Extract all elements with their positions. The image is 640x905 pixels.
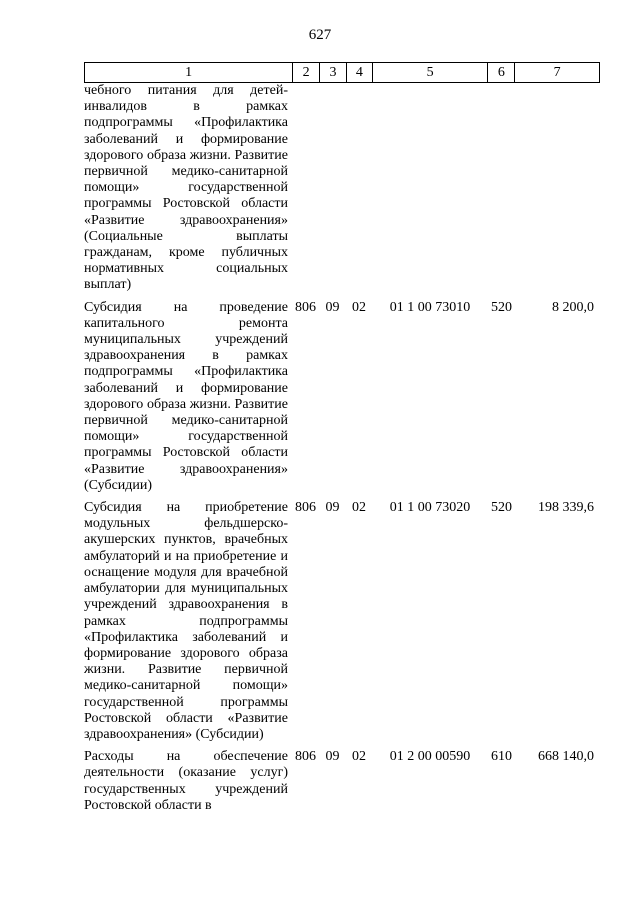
column-header-6: 6 (487, 63, 514, 82)
row-amount (515, 83, 600, 294)
row-section-code (319, 83, 346, 294)
row-section-code: 09 (325, 299, 340, 315)
row-subsection-code: 02 (352, 500, 366, 516)
row-expense-type: 520 (491, 500, 512, 516)
column-header-3: 3 (319, 63, 346, 82)
row-description: чебного питания для детей-инвалидов в рамках подпрограммы «Профилактика заболеваний и формирование здорового образа жизни. Развитие первичной медико-санитарной помощи» государственной программы Ростовской области «Развитие здравоохранения» (Социальные выплаты гражданам, кроме публичных нормативных социальных выплат) (84, 83, 288, 293)
row-target-article: 01 1 00 73020 (389, 500, 471, 516)
row-section-code: 09 (325, 500, 340, 516)
row-amount: 668 140,0 (538, 749, 594, 765)
page-number: 627 (308, 27, 332, 43)
row-section-code: 09 (325, 749, 340, 765)
table-row (84, 749, 600, 814)
row-target-article: 01 1 00 73010 (389, 299, 471, 315)
column-header-5: 5 (372, 63, 488, 82)
row-ministry-code: 806 (295, 500, 316, 516)
row-target-article (372, 83, 488, 294)
row-subsection-code (346, 83, 372, 294)
row-ministry-code: 806 (295, 749, 316, 765)
row-subsection-code: 02 (352, 299, 366, 315)
table-row (84, 300, 600, 494)
row-description: Субсидия на приобретение модульных фельдшерско-акушерских пунктов, врачебных амбулаторий и на приобретение и оснащение модуля для врачебной амбулатории для муниципальных учреждений здравоохранения в рамках подпрограммы «Профилактика заболеваний и формирование здорового образа жизни. Развитие первичной медико-санитарной помощи» государственной программы Ростовской области «Развитие здравоохранения» (Субсидии) (84, 500, 288, 742)
row-amount: 8 200,0 (552, 299, 594, 315)
table-row (84, 500, 600, 743)
column-header-4: 4 (346, 63, 372, 82)
row-expense-type: 520 (491, 299, 512, 315)
row-description: Субсидия на проведение капитального ремонта муниципальных учреждений здравоохранения в рамках подпрограммы «Профилактика заболеваний и формирование здорового образа жизни. Развитие первичной медико-санитарной помощи» государственной программы Ростовской области «Развитие здравоохранения» (Субсидии) (84, 299, 288, 493)
column-header-2: 2 (292, 63, 319, 82)
budget-table (84, 62, 600, 820)
table-header-row (84, 62, 600, 83)
row-expense-type (488, 83, 515, 294)
row-subsection-code: 02 (352, 749, 366, 765)
column-header-1: 1 (185, 65, 193, 80)
row-expense-type: 610 (491, 749, 512, 765)
row-description: Расходы на обеспечение деятельности (оказание услуг) государственных учреждений Ростовской области в (84, 749, 288, 813)
table-row (84, 83, 600, 294)
column-header-7: 7 (514, 63, 599, 82)
row-amount: 198 339,6 (538, 500, 594, 516)
row-ministry-code: 806 (295, 299, 316, 315)
row-target-article: 01 2 00 00590 (389, 749, 471, 765)
row-ministry-code (292, 83, 319, 294)
